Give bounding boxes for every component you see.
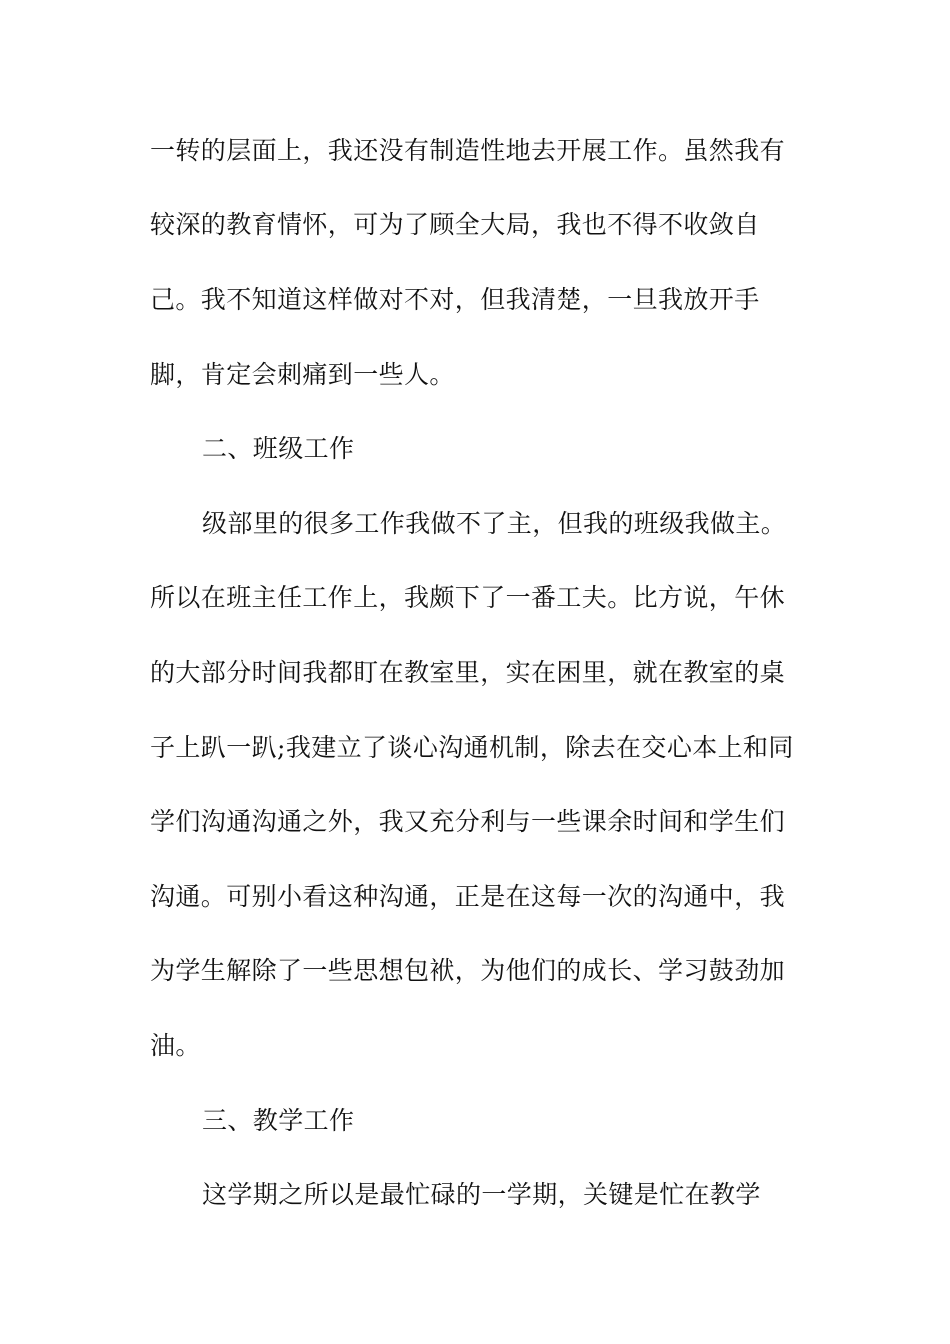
- body-text-line: 脚，肯定会刺痛到一些人。: [150, 360, 455, 389]
- body-text-line: 这学期之所以是最忙碌的一学期，关键是忙在教学: [202, 1180, 761, 1209]
- body-text-line: 己。我不知道这样做对不对，但我清楚，一旦我放开手: [150, 285, 760, 314]
- body-text-line: 为学生解除了一些思想包袱，为他们的成长、学习鼓劲加: [150, 956, 786, 985]
- body-text-line: 所以在班主任工作上，我颇下了一番工夫。比方说，午休: [150, 583, 786, 612]
- body-text-line: 子上趴一趴;我建立了谈心沟通机制，除去在交心本上和同: [150, 733, 794, 762]
- section-heading-teaching-work: 三、教学工作: [202, 1106, 355, 1135]
- section-heading-class-work: 二、班级工作: [202, 434, 355, 463]
- body-text-line: 一转的层面上，我还没有制造性地去开展工作。虽然我有: [150, 136, 786, 165]
- body-text-line: 较深的教育情怀，可为了顾全大局，我也不得不收敛自: [150, 210, 760, 239]
- body-text-line: 沟通。可别小看这种沟通，正是在这每一次的沟通中，我: [150, 882, 786, 911]
- body-text-line: 油。: [150, 1031, 201, 1060]
- body-text-line: 学们沟通沟通之外，我又充分利与一些课余时间和学生们: [150, 807, 786, 836]
- body-text-line: 的大部分时间我都盯在教室里，实在困里，就在教室的桌: [150, 658, 786, 687]
- body-text-line: 级部里的很多工作我做不了主，但我的班级我做主。: [202, 509, 787, 538]
